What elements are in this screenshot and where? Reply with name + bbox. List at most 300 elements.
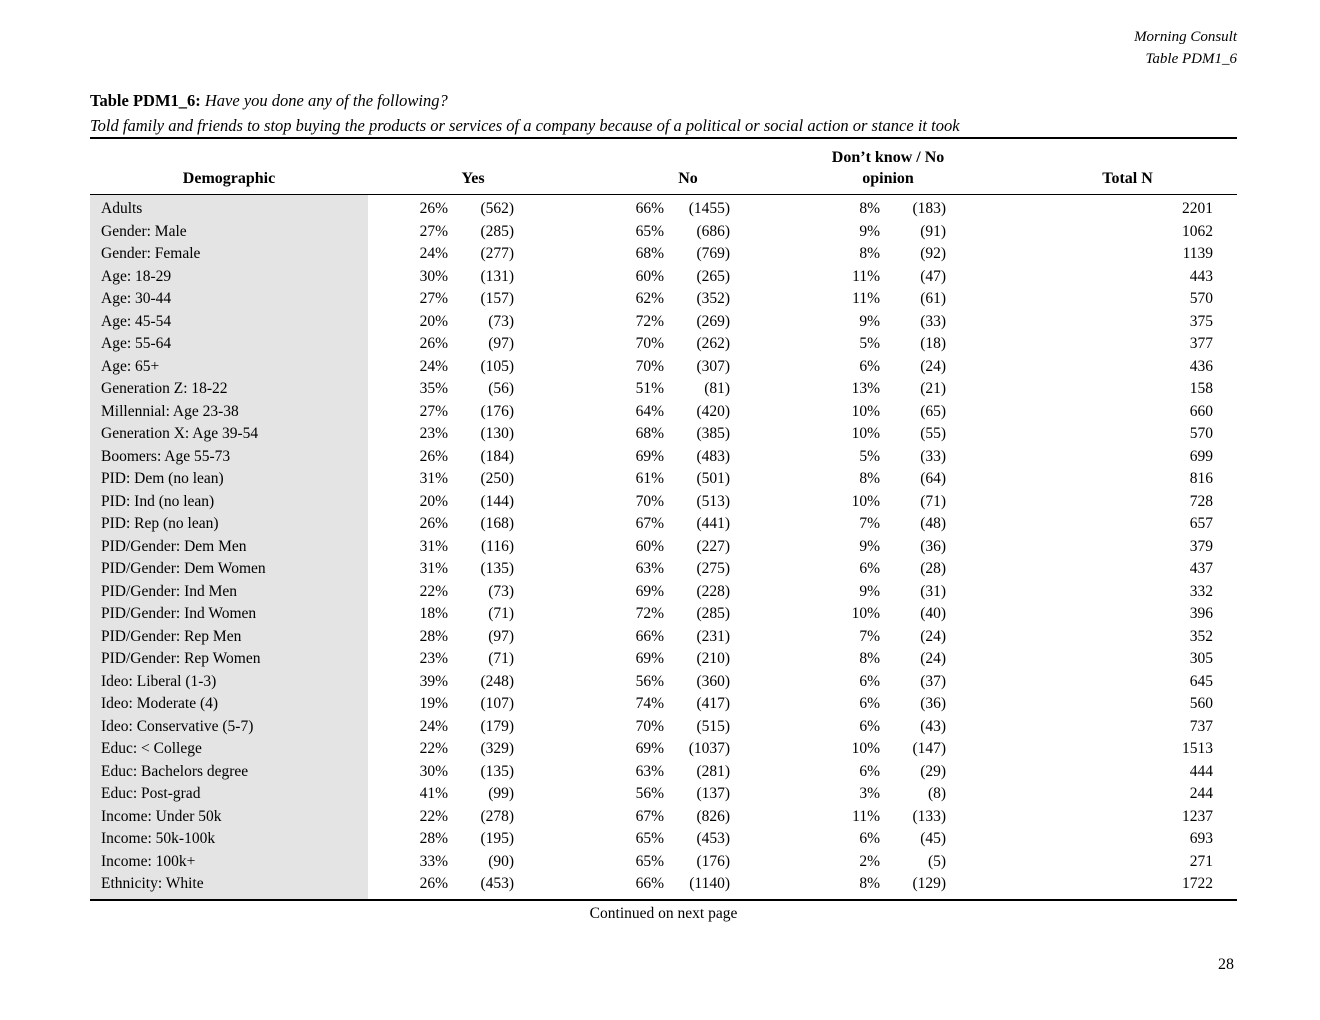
- yes-percent-cell: 24%: [419, 717, 448, 735]
- yes-percent-cell: 27%: [419, 402, 448, 420]
- total-n-cell: 728: [1189, 492, 1214, 510]
- demographic-cell: PID/Gender: Dem Women: [90, 558, 368, 581]
- header-yes: Yes: [368, 138, 514, 195]
- table-row: [90, 491, 1237, 514]
- no-count-cell: (453): [696, 830, 731, 847]
- yes-count-cell: (250): [480, 470, 515, 487]
- no-count-cell: (420): [696, 402, 731, 420]
- no-count-cell: (515): [696, 717, 731, 735]
- dont-know-count-cell: (147): [912, 740, 947, 757]
- no-percent-cell: 70%: [635, 357, 665, 375]
- dont-know-count-cell: (5): [927, 852, 947, 870]
- demographic-cell: Age: 45-54: [90, 311, 368, 334]
- yes-percent-cell: 22%: [419, 807, 448, 825]
- total-n-cell: 816: [1189, 470, 1214, 487]
- table-title: [90, 88, 1240, 113]
- demographic-cell: Educ: < College: [90, 738, 368, 761]
- dont-know-percent-cell: 9%: [859, 537, 881, 555]
- dont-know-percent-cell: 9%: [859, 582, 881, 600]
- total-n-cell: 158: [1189, 380, 1214, 397]
- table-row: [90, 311, 1237, 334]
- demographic-cell: Income: 50k-100k: [90, 828, 368, 851]
- no-count-cell: (352): [696, 290, 731, 307]
- yes-count-cell: (184): [480, 447, 515, 465]
- dont-know-percent-cell: 2%: [859, 852, 881, 870]
- yes-percent-cell: 39%: [419, 672, 448, 690]
- dont-know-percent-cell: 6%: [859, 560, 881, 577]
- total-n-cell: 570: [1189, 290, 1214, 307]
- demographic-cell: Ideo: Moderate (4): [90, 693, 368, 716]
- demographic-cell: Adults: [90, 195, 368, 221]
- no-percent-cell: 51%: [635, 380, 665, 397]
- header-no: No: [514, 138, 730, 195]
- table-row: [90, 333, 1237, 356]
- yes-count-cell: (195): [480, 830, 515, 847]
- dont-know-count-cell: (37): [920, 672, 947, 690]
- demographic-cell: Age: 18-29: [90, 266, 368, 289]
- dont-know-count-cell: (43): [920, 717, 947, 735]
- table-row: [90, 693, 1237, 716]
- no-count-cell: (1140): [689, 875, 731, 892]
- yes-count-cell: (248): [480, 672, 515, 690]
- no-count-cell: (285): [696, 605, 731, 622]
- table-row: [90, 716, 1237, 739]
- no-percent-cell: 65%: [635, 222, 665, 240]
- yes-count-cell: (130): [480, 425, 515, 442]
- no-count-cell: (769): [696, 245, 731, 262]
- yes-count-cell: (562): [480, 200, 515, 217]
- table-row: [90, 221, 1237, 244]
- yes-percent-cell: 35%: [419, 380, 448, 397]
- no-count-cell: (360): [696, 672, 731, 690]
- header-dont-know-line1: Don’t know / No: [831, 149, 945, 166]
- dont-know-percent-cell: 10%: [851, 740, 881, 757]
- table-row: [90, 581, 1237, 604]
- yes-count-cell: (144): [480, 492, 515, 510]
- table-row: [90, 195, 1237, 221]
- dont-know-count-cell: (24): [920, 650, 947, 667]
- total-n-cell: 375: [1189, 312, 1214, 330]
- yes-percent-cell: 22%: [419, 582, 448, 600]
- dont-know-count-cell: (48): [920, 515, 947, 532]
- yes-percent-cell: 19%: [419, 695, 448, 712]
- dont-know-count-cell: (61): [920, 290, 947, 307]
- no-count-cell: (417): [696, 695, 731, 712]
- no-count-cell: (269): [696, 312, 731, 330]
- no-percent-cell: 63%: [635, 762, 665, 780]
- demographic-cell: Generation X: Age 39-54: [90, 423, 368, 446]
- yes-percent-cell: 27%: [419, 222, 448, 240]
- demographic-cell: PID/Gender: Dem Men: [90, 536, 368, 559]
- dont-know-percent-cell: 5%: [859, 335, 881, 352]
- dont-know-count-cell: (71): [920, 492, 947, 510]
- header-dont-know-line2: opinion: [862, 170, 914, 187]
- yes-count-cell: (135): [480, 762, 515, 780]
- no-percent-cell: 70%: [635, 335, 665, 352]
- table-row: [90, 671, 1237, 694]
- yes-count-cell: (278): [480, 807, 515, 825]
- demographic-cell: Gender: Female: [90, 243, 368, 266]
- total-n-cell: 1722: [1182, 875, 1214, 892]
- source-name: Morning Consult: [1134, 29, 1237, 45]
- no-count-cell: (307): [696, 357, 731, 375]
- table-row: [90, 806, 1237, 829]
- no-count-cell: (275): [696, 560, 731, 577]
- dont-know-count-cell: (31): [920, 582, 947, 600]
- table-row: [90, 266, 1237, 289]
- no-percent-cell: 69%: [635, 447, 665, 465]
- yes-count-cell: (56): [488, 380, 515, 397]
- yes-percent-cell: 31%: [419, 537, 448, 555]
- no-percent-cell: 65%: [635, 852, 665, 870]
- table-row: [90, 378, 1237, 401]
- yes-percent-cell: 22%: [419, 740, 448, 757]
- total-n-cell: 2201: [1182, 200, 1214, 217]
- demographic-cell: PID: Dem (no lean): [90, 468, 368, 491]
- yes-percent-cell: 31%: [419, 560, 448, 577]
- no-count-cell: (228): [696, 582, 731, 600]
- yes-count-cell: (453): [480, 875, 515, 892]
- no-percent-cell: 69%: [635, 582, 665, 600]
- yes-count-cell: (179): [480, 717, 515, 735]
- dont-know-count-cell: (65): [920, 402, 947, 420]
- table-header-row: [90, 138, 1237, 195]
- dont-know-percent-cell: 8%: [859, 875, 881, 892]
- dont-know-count-cell: (36): [920, 695, 947, 712]
- table-row: [90, 761, 1237, 784]
- no-count-cell: (176): [696, 852, 731, 870]
- total-n-cell: 377: [1189, 335, 1214, 352]
- table-reference: Table PDM1_6: [1145, 51, 1237, 67]
- page-number: 28: [1218, 956, 1234, 973]
- dont-know-percent-cell: 6%: [859, 762, 881, 780]
- total-n-cell: 437: [1189, 560, 1214, 577]
- yes-percent-cell: 41%: [419, 785, 448, 802]
- demographic-cell: PID/Gender: Rep Men: [90, 626, 368, 649]
- dont-know-count-cell: (183): [912, 200, 947, 217]
- table-title-question: Have you done any of the following?: [204, 91, 448, 110]
- header-dont-know-no-opinion: [730, 138, 946, 195]
- demographic-cell: Millennial: Age 23-38: [90, 401, 368, 424]
- no-percent-cell: 74%: [635, 695, 665, 712]
- dont-know-count-cell: (33): [920, 312, 947, 330]
- no-count-cell: (281): [696, 762, 731, 780]
- yes-count-cell: (97): [488, 627, 515, 645]
- total-n-cell: 443: [1189, 267, 1214, 285]
- table-row: [90, 648, 1237, 671]
- total-n-cell: 352: [1189, 627, 1214, 645]
- table-row: [90, 783, 1237, 806]
- table-title-label: Table PDM1_6:: [90, 91, 201, 110]
- dont-know-percent-cell: 9%: [859, 222, 881, 240]
- dont-know-count-cell: (24): [920, 357, 947, 375]
- dont-know-count-cell: (55): [920, 425, 947, 442]
- total-n-cell: 1237: [1182, 807, 1214, 825]
- table-row: [90, 423, 1237, 446]
- yes-percent-cell: 28%: [419, 627, 448, 645]
- no-count-cell: (686): [696, 222, 731, 240]
- dont-know-count-cell: (129): [912, 875, 947, 892]
- table-subtitle: Told family and friends to stop buying the products or services of a company because of a political or social action or stance it took: [90, 116, 960, 135]
- yes-percent-cell: 33%: [419, 852, 448, 870]
- no-percent-cell: 66%: [635, 200, 665, 217]
- no-percent-cell: 67%: [635, 807, 665, 825]
- no-count-cell: (483): [696, 447, 731, 465]
- dont-know-percent-cell: 10%: [851, 425, 881, 442]
- dont-know-percent-cell: 8%: [859, 245, 881, 262]
- yes-count-cell: (176): [480, 402, 515, 420]
- total-n-cell: 657: [1189, 515, 1214, 532]
- demographic-cell: PID: Ind (no lean): [90, 491, 368, 514]
- dont-know-count-cell: (64): [920, 470, 947, 487]
- demographic-cell: PID: Rep (no lean): [90, 513, 368, 536]
- dont-know-percent-cell: 6%: [859, 830, 881, 847]
- demographic-cell: Boomers: Age 55-73: [90, 446, 368, 469]
- demographic-cell: Income: 100k+: [90, 851, 368, 874]
- yes-count-cell: (71): [488, 650, 515, 667]
- no-percent-cell: 69%: [635, 740, 665, 757]
- dont-know-percent-cell: 7%: [859, 627, 881, 645]
- demographic-cell: Age: 65+: [90, 356, 368, 379]
- total-n-cell: 737: [1189, 717, 1214, 735]
- no-count-cell: (1037): [688, 740, 731, 757]
- total-n-cell: 1062: [1182, 222, 1214, 240]
- table-header: [90, 138, 1237, 195]
- demographic-cell: Ideo: Liberal (1-3): [90, 671, 368, 694]
- table-row: [90, 558, 1237, 581]
- demographic-cell: Educ: Bachelors degree: [90, 761, 368, 784]
- yes-percent-cell: 30%: [419, 267, 448, 285]
- total-n-cell: 660: [1189, 402, 1214, 420]
- no-percent-cell: 56%: [635, 672, 665, 690]
- no-percent-cell: 62%: [635, 290, 665, 307]
- no-percent-cell: 61%: [635, 470, 665, 487]
- dont-know-percent-cell: 6%: [859, 672, 881, 690]
- demographic-cell: PID/Gender: Ind Men: [90, 581, 368, 604]
- total-n-cell: 570: [1189, 425, 1214, 442]
- total-n-cell: 645: [1189, 672, 1214, 690]
- no-percent-cell: 66%: [635, 627, 665, 645]
- no-count-cell: (265): [696, 267, 731, 285]
- table-row: [90, 828, 1237, 851]
- demographic-cell: Income: Under 50k: [90, 806, 368, 829]
- no-count-cell: (826): [696, 807, 731, 825]
- dont-know-count-cell: (47): [920, 267, 947, 285]
- yes-percent-cell: 24%: [419, 245, 448, 262]
- table-row: [90, 243, 1237, 266]
- yes-percent-cell: 30%: [419, 762, 448, 780]
- no-percent-cell: 70%: [635, 492, 665, 510]
- total-n-cell: 699: [1189, 447, 1214, 465]
- yes-percent-cell: 26%: [419, 447, 448, 465]
- table-row: [90, 356, 1237, 379]
- table-body: [90, 195, 1237, 900]
- title-block: [90, 88, 1240, 138]
- dont-know-percent-cell: 6%: [859, 357, 881, 375]
- total-n-cell: 332: [1189, 582, 1214, 600]
- dont-know-percent-cell: 10%: [851, 492, 881, 510]
- yes-count-cell: (135): [480, 560, 515, 577]
- dont-know-percent-cell: 10%: [851, 605, 881, 622]
- table-row: [90, 603, 1237, 626]
- dont-know-percent-cell: 5%: [859, 447, 881, 465]
- dont-know-percent-cell: 9%: [859, 312, 881, 330]
- yes-percent-cell: 20%: [419, 312, 448, 330]
- no-percent-cell: 68%: [635, 245, 665, 262]
- yes-count-cell: (285): [480, 222, 515, 240]
- demographic-cell: Ideo: Conservative (5-7): [90, 716, 368, 739]
- table-row: [90, 626, 1237, 649]
- yes-percent-cell: 26%: [419, 515, 448, 532]
- no-count-cell: (385): [696, 425, 731, 442]
- demographic-cell: PID/Gender: Ind Women: [90, 603, 368, 626]
- total-n-cell: 271: [1189, 852, 1214, 870]
- no-percent-cell: 64%: [635, 402, 665, 420]
- document-header: [1134, 26, 1237, 70]
- demographic-cell: Age: 55-64: [90, 333, 368, 356]
- no-count-cell: (210): [696, 650, 731, 667]
- no-count-cell: (1455): [688, 200, 731, 217]
- yes-percent-cell: 26%: [419, 200, 448, 217]
- demographic-cell: Ethnicity: White: [90, 873, 368, 900]
- dont-know-percent-cell: 10%: [851, 402, 881, 420]
- yes-count-cell: (168): [480, 515, 515, 532]
- yes-percent-cell: 26%: [419, 875, 448, 892]
- table-row: [90, 536, 1237, 559]
- demographic-cell: Age: 30-44: [90, 288, 368, 311]
- yes-count-cell: (99): [488, 785, 515, 802]
- dont-know-count-cell: (92): [920, 245, 947, 262]
- dont-know-percent-cell: 3%: [859, 785, 881, 802]
- table-row: [90, 513, 1237, 536]
- no-count-cell: (137): [696, 785, 731, 802]
- no-percent-cell: 67%: [635, 515, 665, 532]
- yes-count-cell: (71): [488, 605, 515, 622]
- dont-know-percent-cell: 6%: [859, 695, 881, 712]
- no-percent-cell: 65%: [635, 830, 665, 847]
- yes-count-cell: (329): [480, 740, 515, 757]
- no-count-cell: (81): [704, 380, 731, 397]
- no-percent-cell: 68%: [635, 425, 665, 442]
- dont-know-percent-cell: 13%: [851, 380, 881, 397]
- no-count-cell: (501): [696, 470, 731, 487]
- dont-know-count-cell: (133): [912, 807, 947, 825]
- yes-percent-cell: 18%: [419, 605, 448, 622]
- no-percent-cell: 72%: [635, 605, 665, 622]
- total-n-cell: 560: [1189, 695, 1214, 712]
- no-percent-cell: 66%: [635, 875, 665, 892]
- total-n-cell: 305: [1189, 650, 1214, 667]
- no-percent-cell: 63%: [635, 560, 665, 577]
- total-n-cell: 693: [1189, 830, 1214, 847]
- no-percent-cell: 70%: [635, 717, 665, 735]
- table-row: [90, 738, 1237, 761]
- total-n-cell: 396: [1189, 605, 1214, 622]
- yes-percent-cell: 23%: [419, 425, 448, 442]
- header-demographic: Demographic: [90, 138, 368, 195]
- demographic-cell: Educ: Post-grad: [90, 783, 368, 806]
- dont-know-percent-cell: 7%: [859, 515, 881, 532]
- yes-percent-cell: 23%: [419, 650, 448, 667]
- total-n-cell: 444: [1189, 762, 1214, 780]
- total-n-cell: 1513: [1182, 740, 1214, 757]
- yes-percent-cell: 24%: [419, 357, 448, 375]
- total-n-cell: 1139: [1182, 245, 1214, 262]
- yes-count-cell: (131): [480, 267, 515, 285]
- no-count-cell: (513): [696, 492, 731, 510]
- dont-know-percent-cell: 11%: [852, 267, 881, 285]
- dont-know-percent-cell: 6%: [859, 717, 881, 735]
- no-count-cell: (231): [696, 627, 731, 645]
- yes-count-cell: (105): [480, 357, 515, 375]
- no-percent-cell: 60%: [635, 267, 665, 285]
- dont-know-count-cell: (8): [927, 785, 947, 802]
- yes-percent-cell: 28%: [419, 830, 448, 847]
- dont-know-percent-cell: 8%: [859, 650, 881, 667]
- table-row: [90, 446, 1237, 469]
- dont-know-count-cell: (36): [920, 537, 947, 555]
- total-n-cell: 244: [1189, 785, 1214, 802]
- dont-know-count-cell: (18): [920, 335, 947, 352]
- yes-count-cell: (90): [488, 852, 515, 870]
- dont-know-percent-cell: 8%: [859, 470, 881, 487]
- yes-percent-cell: 26%: [419, 335, 448, 352]
- dont-know-count-cell: (91): [920, 222, 947, 240]
- no-count-cell: (227): [696, 537, 731, 555]
- no-percent-cell: 56%: [635, 785, 665, 802]
- no-percent-cell: 72%: [635, 312, 665, 330]
- dont-know-percent-cell: 11%: [852, 290, 881, 307]
- results-table: [90, 137, 1237, 901]
- total-n-cell: 379: [1189, 537, 1214, 555]
- table-row: [90, 288, 1237, 311]
- dont-know-count-cell: (21): [920, 380, 947, 397]
- yes-count-cell: (97): [488, 335, 515, 352]
- yes-count-cell: (73): [488, 312, 515, 330]
- dont-know-count-cell: (28): [920, 560, 947, 577]
- table-row: [90, 851, 1237, 874]
- yes-percent-cell: 20%: [419, 492, 448, 510]
- dont-know-count-cell: (33): [920, 447, 947, 465]
- no-count-cell: (262): [696, 335, 731, 352]
- no-percent-cell: 69%: [635, 650, 665, 667]
- no-percent-cell: 60%: [635, 537, 665, 555]
- yes-percent-cell: 27%: [419, 290, 448, 307]
- dont-know-count-cell: (24): [920, 627, 947, 645]
- yes-count-cell: (116): [481, 537, 515, 555]
- table-row: [90, 873, 1237, 900]
- yes-percent-cell: 31%: [419, 470, 448, 487]
- dont-know-percent-cell: 11%: [852, 807, 881, 825]
- no-count-cell: (441): [696, 515, 731, 532]
- yes-count-cell: (157): [480, 290, 515, 307]
- dont-know-count-cell: (29): [920, 762, 947, 780]
- table-row: [90, 401, 1237, 424]
- dont-know-count-cell: (40): [920, 605, 947, 622]
- dont-know-percent-cell: 8%: [859, 200, 881, 217]
- yes-count-cell: (277): [480, 245, 515, 262]
- demographic-cell: Generation Z: 18-22: [90, 378, 368, 401]
- demographic-cell: Gender: Male: [90, 221, 368, 244]
- header-total-n: Total N: [946, 138, 1237, 195]
- yes-count-cell: (73): [488, 582, 515, 600]
- continued-note: Continued on next page: [589, 905, 738, 922]
- dont-know-count-cell: (45): [920, 830, 947, 847]
- demographic-cell: PID/Gender: Rep Women: [90, 648, 368, 671]
- yes-count-cell: (107): [480, 695, 515, 712]
- total-n-cell: 436: [1189, 357, 1214, 375]
- table-row: [90, 468, 1237, 491]
